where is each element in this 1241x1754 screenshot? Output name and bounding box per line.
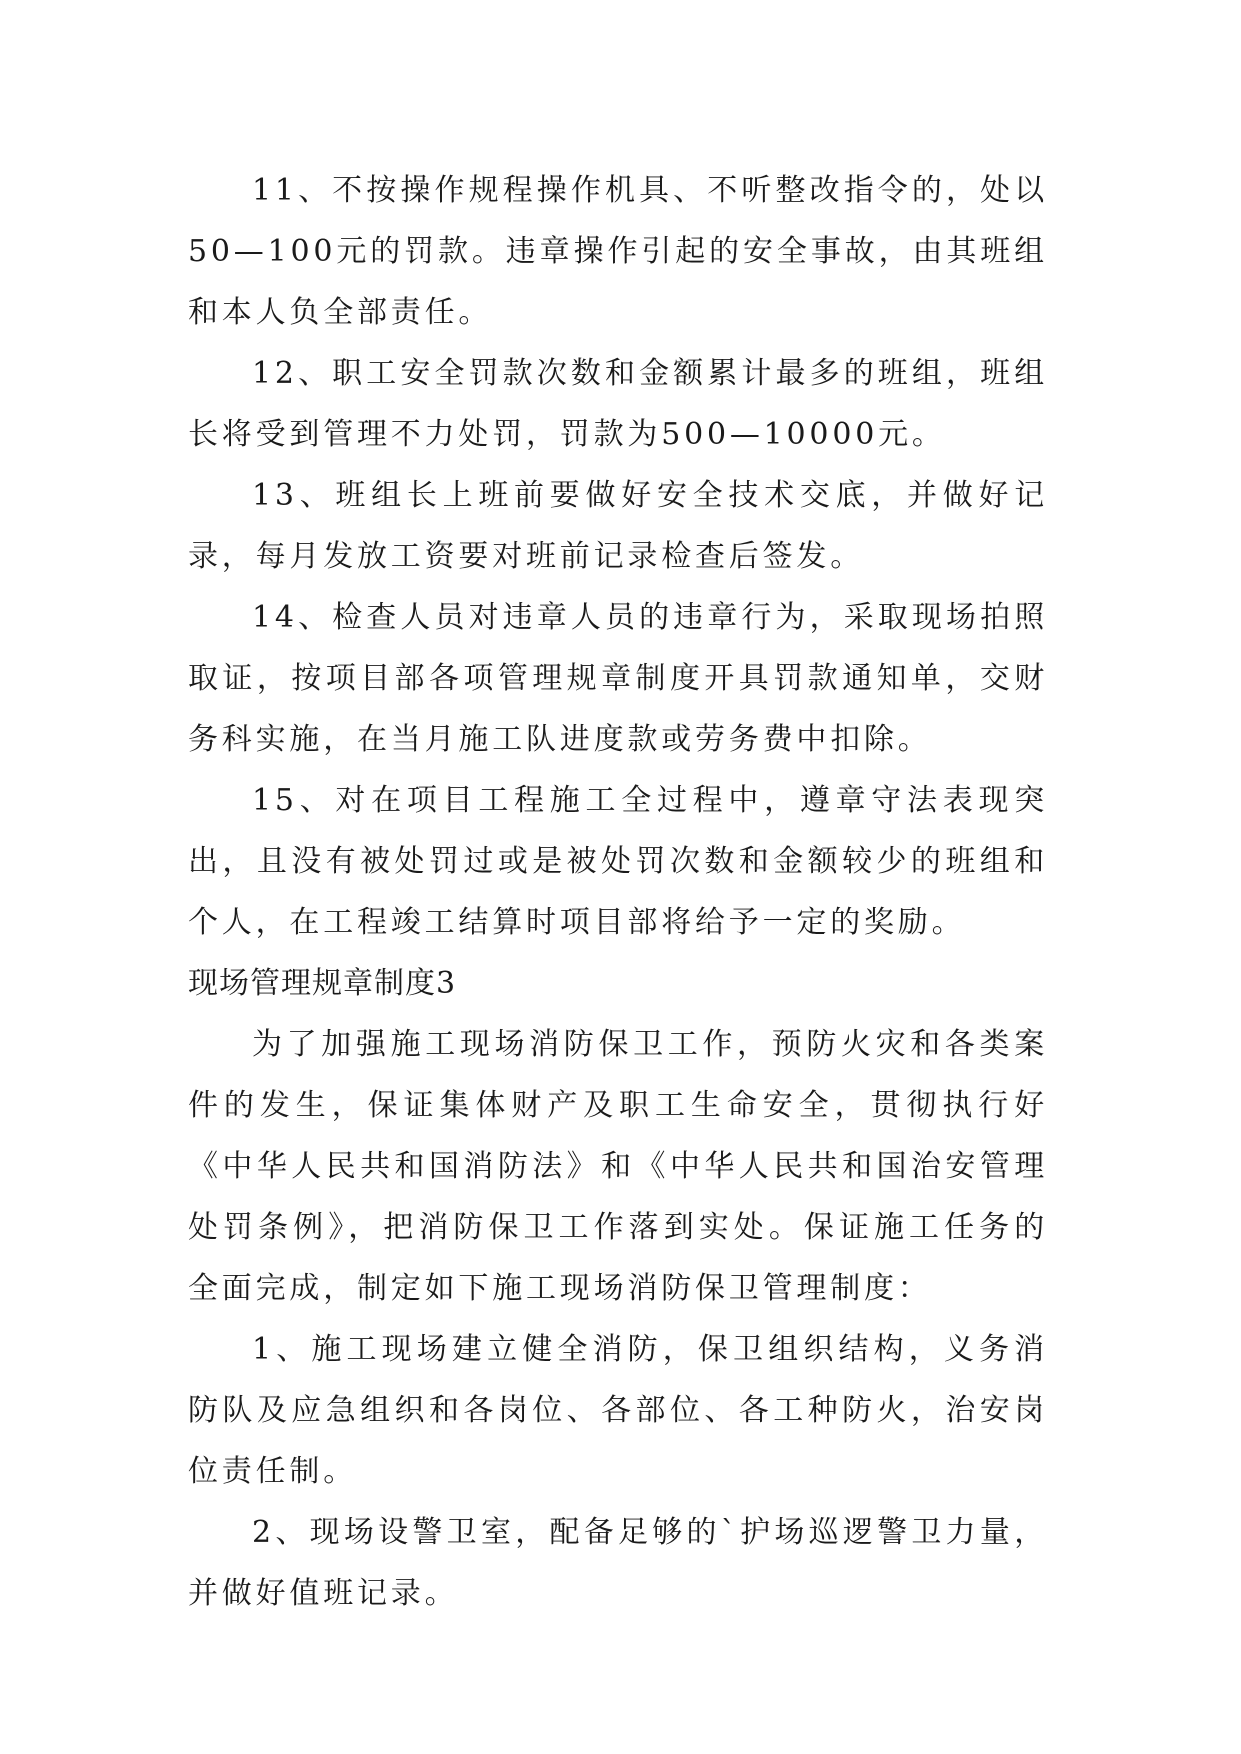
section-title: 现场管理规章制度3 (188, 966, 457, 1001)
paragraph-13: 13、班组长上班前要做好安全技术交底，并做好记录，每月发放工资要对班前记录检查后签发。 (188, 478, 1048, 574)
paragraph-intro: 为了加强施工现场消防保卫工作，预防火灾和各类案件的发生，保证集体财产及职工生命安全，贯彻执行好《中华人民共和国消防法》和《中华人民共和国治安管理处罚条例》，把消防保卫工作落到实处。保证施工任务的全面完成，制定如下施工现场消防保卫管理制度： (188, 1027, 1048, 1306)
paragraph-11: 11、不按操作规程操作机具、不听整改指令的，处以50—100元的罚款。违章操作引起的安全事故，由其班组和本人负全部责任。 (188, 173, 1048, 330)
paragraph-12: 12、职工安全罚款次数和金额累计最多的班组，班组长将受到管理不力处罚，罚款为500—10000元。 (188, 356, 1048, 452)
paragraph-15: 15、对在项目工程施工全过程中，遵章守法表现突出，且没有被处罚过或是被处罚次数和金额较少的班组和个人，在工程竣工结算时项目部将给予一定的奖励。 (188, 783, 1048, 940)
paragraph-14: 14、检查人员对违章人员的违章行为，采取现场拍照取证，按项目部各项管理规章制度开具罚款通知单，交财务科实施，在当月施工队进度款或劳务费中扣除。 (188, 600, 1048, 757)
paragraph-rule-2: 2、现场设警卫室，配备足够的`护场巡逻警卫力量，并做好值班记录。 (188, 1515, 1048, 1611)
paragraph-rule-1: 1、施工现场建立健全消防，保卫组织结构，义务消防队及应急组织和各岗位、各部位、各工种防火，治安岗位责任制。 (188, 1332, 1048, 1489)
document-body (188, 160, 1048, 1624)
